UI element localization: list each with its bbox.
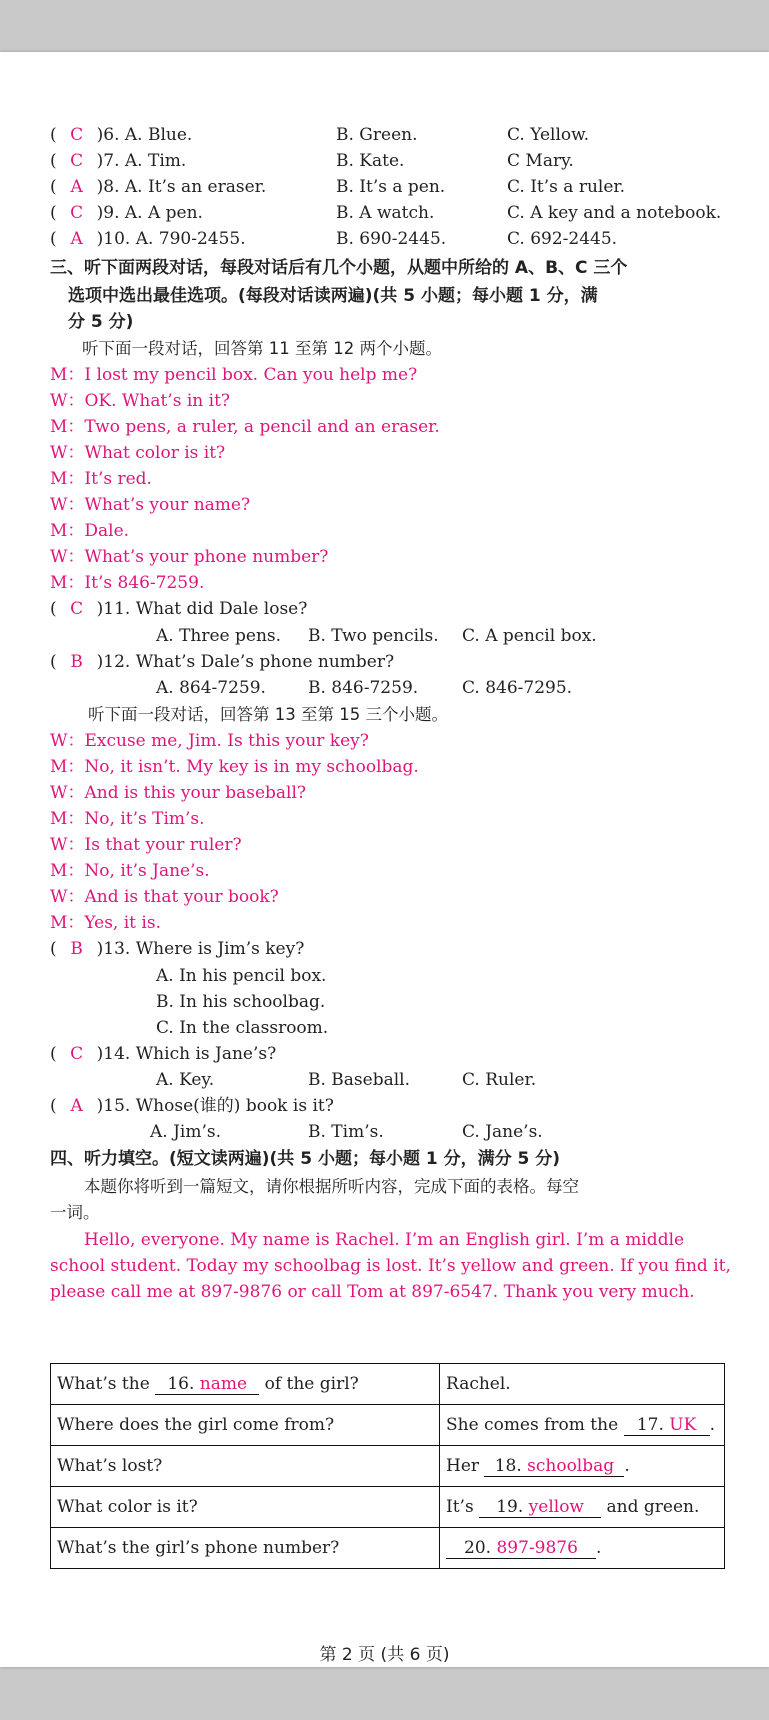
question-6: ( C )6. A. Blue. B. Green. C. Yellow.: [50, 125, 590, 145]
page-footer: 第 2 页 (共 6 页): [319, 1645, 450, 1665]
table-row: [51, 1528, 725, 1569]
dialog-1-line: W：What’s your phone number?: [50, 547, 329, 567]
table-cell: 20. 897-9876 .: [440, 1528, 725, 1569]
table-cell: Where does the girl come from?: [51, 1405, 440, 1446]
dialog-2-line: W：And is this your baseball?: [50, 783, 307, 803]
dialog-1-line: W：What’s your name?: [50, 495, 251, 515]
table-cell: Her 18. schoolbag .: [440, 1446, 725, 1487]
dialog-1-intro: 听下面一段对话，回答第 11 至第 12 两个小题。: [82, 339, 442, 358]
table-cell: What color is it?: [51, 1487, 440, 1528]
table-cell: Rachel.: [440, 1364, 725, 1405]
section-4-instruction: 本题你将听到一篇短文，请你根据所听内容，完成下面的表格。每空: [84, 1177, 579, 1196]
answer-blank-16[interactable]: 16. name: [155, 1374, 259, 1395]
worksheet-page: ( C )6. A. Blue. B. Green. C. Yellow. ( C )7. A. Tim. B. Kate. C Mary. ( A )8. A. It’s an eraser. B. It’s a pen. C. It’s a ruler. ( C )9. A. A pen. B. A watch. C. A key and a notebook. ( A )10. A. 790-2455. B. 690-2445. C. 692-2445. 三、听下面两段对话，每段对话后有几个小题，从题中所给的 A、B、C 三个 选项中选出最佳选项。(每段对话读两遍)(共 5 小题；每小题 1 分，满 分 5 分) 听下面一段对话，回答第 11 至第 12 两个小题。 M：I lost my pencil box. Can you help me? W：OK. What’s in it? M：Two pens, a ruler, a pencil and an eraser. W：What color is it? M：It’s red. W：What’s your name? M：Dale. W：What’s your phone number? M：It’s 846-7259. ( C )11. What did Dale lose? A. Three pens. B. Two pencils. C. A pencil box. ( B )12. What’s Dale’s phone number? A. 864-7259. B. 846-7259. C. 846-7295. 听下面一段对话，回答第 13 至第 15 三个小题。 W：Excuse me, Jim. Is this your key? M：No, it isn’t. My key is in my schoolbag. W：And is this your baseball? M：No, it’s Tim’s. W：Is that your ruler? M：No, it’s Jane’s. W：And is that your book? M：Yes, it is. ( B )13. Where is Jim’s key? A. In his pencil box. B. In his schoolbag. C. In the classroom. ( C )14. Which is Jane’s? A. Key. B. Baseball. C. Ruler. ( A )15. Whose(谁的) book is it? A. Jim’s. B. Tim’s. C. Jane’s. 四、听力填空。(短文读两遍)(共 5 小题；每小题 1 分，满分 5 分) 本题你将听到一篇短文，请你根据所听内容，完成下面的表格。每空 一词。 Hello, everyone. My name is Rachel. I’m an English girl. I’m a middle school student. Today my schoolbag is lost. It’s yellow and green. If you find it, please call me at 897-9876 or call Tom at 897-6547. Thank you very much. What’s the 16. name of the girl? Rachel. Where does the girl come from? She comes from the 17. UK . What’s lost? Her 18. schoolbag . What color is it? It’s 19. yellow and green. What’s the girl’s phone number? 20. 897-9876 . 第 2 页 (共 6 页): [0, 52, 769, 1667]
dialog-1-line: W：OK. What’s in it?: [50, 391, 231, 411]
dialog-1-line: M：I lost my pencil box. Can you help me?: [50, 365, 418, 385]
question-12: ( B )12. What’s Dale’s phone number?: [50, 652, 395, 672]
answer-blank-18[interactable]: 18. schoolbag: [484, 1456, 624, 1477]
answer-blank-20[interactable]: 20. 897-9876: [446, 1538, 596, 1559]
section-3-title-end: 分 5 分): [68, 312, 134, 332]
question-10: ( A )10. A. 790-2455. B. 690-2445. C. 692-2445.: [50, 229, 618, 249]
dialog-2-line: W：And is that your book?: [50, 887, 279, 907]
dialog-2-line: W：Excuse me, Jim. Is this your key?: [50, 731, 369, 751]
table-row: [51, 1405, 725, 1446]
dialog-1-line: M：It’s 846-7259.: [50, 573, 205, 593]
dialog-2-intro: 听下面一段对话，回答第 13 至第 15 三个小题。: [88, 705, 448, 724]
table-cell: What’s the 16. name of the girl?: [51, 1364, 440, 1405]
dialog-1-line: M：Two pens, a ruler, a pencil and an eraser.: [50, 417, 440, 437]
dialog-1-line: W：What color is it?: [50, 443, 226, 463]
question-13-option-b: B. In his schoolbag.: [156, 992, 326, 1012]
answer-blank-17[interactable]: 17. UK: [624, 1415, 710, 1436]
question-13-option-a: A. In his pencil box.: [156, 966, 327, 986]
table-cell: She comes from the 17. UK .: [440, 1405, 725, 1446]
question-11: ( C )11. What did Dale lose?: [50, 599, 308, 619]
question-8: ( A )8. A. It’s an eraser. B. It’s a pen. C. It’s a ruler.: [50, 177, 626, 197]
table-cell: What’s lost?: [51, 1446, 440, 1487]
question-13-option-c: C. In the classroom.: [156, 1018, 329, 1038]
section-3-title: 三、听下面两段对话，每段对话后有几个小题，从题中所给的 A、B、C 三个: [50, 258, 628, 278]
table-row: [51, 1446, 725, 1487]
passage-line: Hello, everyone. My name is Rachel. I’m an English girl. I’m a middle: [84, 1230, 685, 1250]
table-row: [51, 1364, 725, 1405]
table-cell: It’s 19. yellow and green.: [440, 1487, 725, 1528]
dialog-1-line: M：Dale.: [50, 521, 130, 541]
question-13: ( B )13. Where is Jim’s key?: [50, 939, 305, 959]
table-cell: What’s the girl’s phone number?: [51, 1528, 440, 1569]
section-4-instruction-cont: 一词。: [50, 1203, 100, 1222]
question-14: ( C )14. Which is Jane’s?: [50, 1044, 277, 1064]
dialog-2-line: M：No, it isn’t. My key is in my schoolbag.: [50, 757, 419, 777]
dialog-2-line: M：Yes, it is.: [50, 913, 161, 933]
section-4-title: 四、听力填空。(短文读两遍)(共 5 小题；每小题 1 分，满分 5 分): [50, 1149, 561, 1169]
passage-line: school student. Today my schoolbag is lost. It’s yellow and green. If you find it,: [50, 1256, 731, 1276]
dialog-2-line: M：No, it’s Tim’s.: [50, 809, 205, 829]
dialog-1-line: M：It’s red.: [50, 469, 152, 489]
question-9: ( C )9. A. A pen. B. A watch. C. A key and a notebook.: [50, 203, 722, 223]
section-3-title-cont: 选项中选出最佳选项。(每段对话读两遍)(共 5 小题；每小题 1 分，满: [68, 286, 598, 306]
passage-line: please call me at 897-9876 or call Tom at 897-6547. Thank you very much.: [50, 1282, 695, 1302]
question-15: ( A )15. Whose(谁的) book is it?: [50, 1096, 334, 1116]
dialog-2-line: W：Is that your ruler?: [50, 835, 242, 855]
fill-in-table: [50, 1363, 725, 1569]
dialog-2-line: M：No, it’s Jane’s.: [50, 861, 210, 881]
answer-blank-19[interactable]: 19. yellow: [479, 1497, 601, 1518]
table-row: [51, 1487, 725, 1528]
question-7: ( C )7. A. Tim. B. Kate. C Mary.: [50, 151, 574, 171]
